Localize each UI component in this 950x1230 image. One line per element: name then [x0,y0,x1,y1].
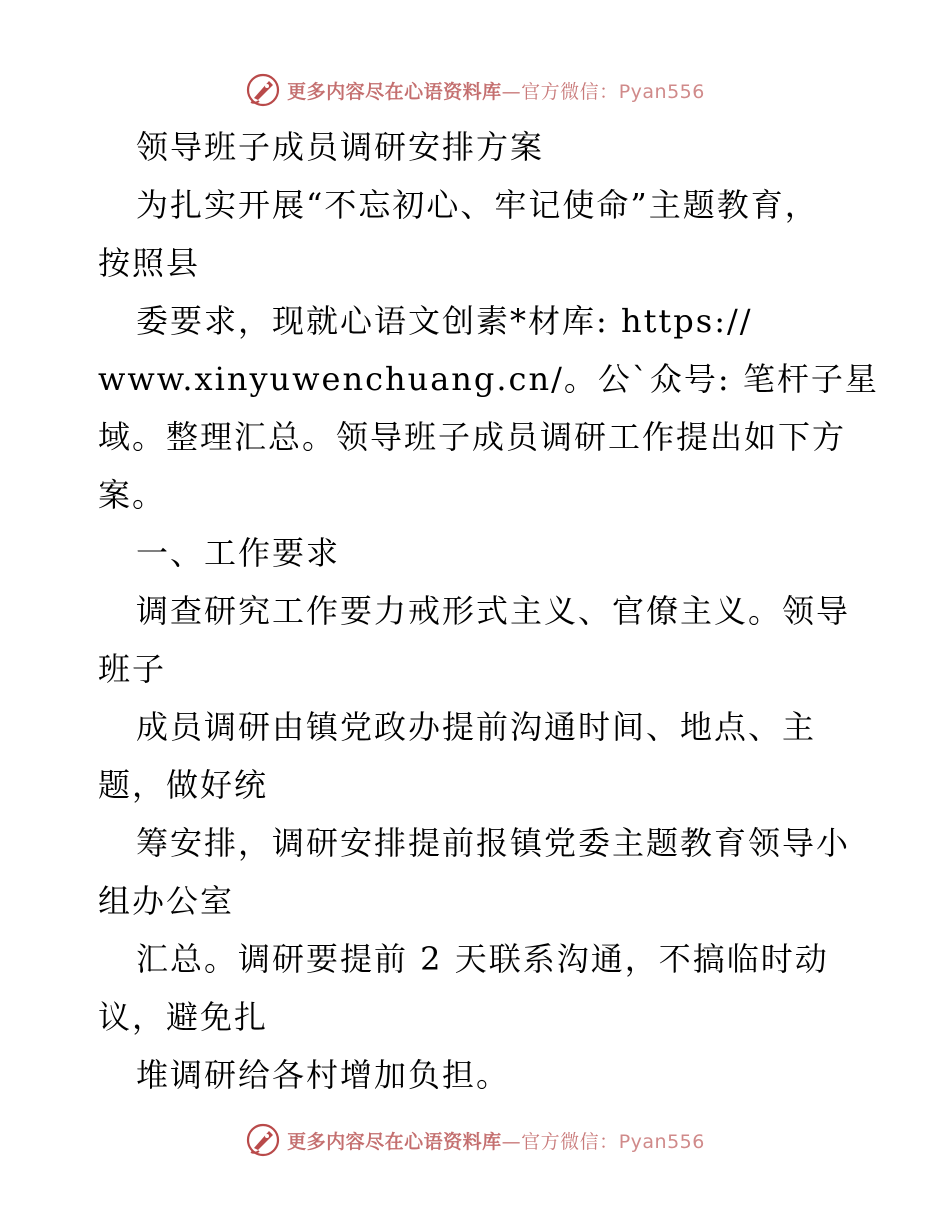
document-line: 组办公室 [98,882,235,920]
document-line: 题，做好统 [98,766,269,804]
watermark-main: 更多内容尽在心语资料库 [287,80,502,103]
watermark-main: 更多内容尽在心语资料库 [287,1130,502,1153]
watermark-sub: 官方微信： [521,1130,619,1153]
watermark-dash: — [501,1130,522,1153]
document-line: 调查研究工作要力戒形式主义、官僚主义。领导 [136,592,851,630]
watermark-id: Pyan556 [618,80,705,103]
document-line: 议，避免扎 [98,998,269,1036]
document-body [98,118,879,1104]
document-line: 筹安排，调研安排提前报镇党委主题教育领导小 [136,824,851,862]
pen-nib-logo-icon [245,1122,281,1158]
watermark-header [0,70,950,110]
pen-nib-logo-icon [245,72,281,108]
document-line: 领导班子成员调研安排方案 [136,128,545,166]
document-line: 委要求，现就心语文创素*材库: https:// [136,302,753,340]
document-line: 案。 [98,476,167,514]
document-line: 为扎实开展“不忘初心、牢记使命”主题教育， [136,186,819,224]
watermark-footer [0,1120,950,1160]
watermark-text [287,77,705,104]
watermark-sub: 官方微信： [521,80,619,103]
document-line: 按照县 [98,244,201,282]
document-line: 域。整理汇总。领导班子成员调研工作提出如下方 [98,418,847,456]
document-line: 汇总。调研要提前 2 天联系沟通，不搞临时动 [136,940,829,978]
watermark-dash: — [501,80,522,103]
document-line: 班子 [98,650,167,688]
document-line: 堆调研给各村增加负担。 [136,1056,511,1094]
document-line: 成员调研由镇党政办提前沟通时间、地点、主 [136,708,817,746]
watermark-id: Pyan556 [618,1130,705,1153]
document-line: www.xinyuwenchuang.cn/。公`众号: 笔杆子星 [98,360,879,398]
watermark-text [287,1127,705,1154]
document-line: 一、工作要求 [136,534,341,572]
